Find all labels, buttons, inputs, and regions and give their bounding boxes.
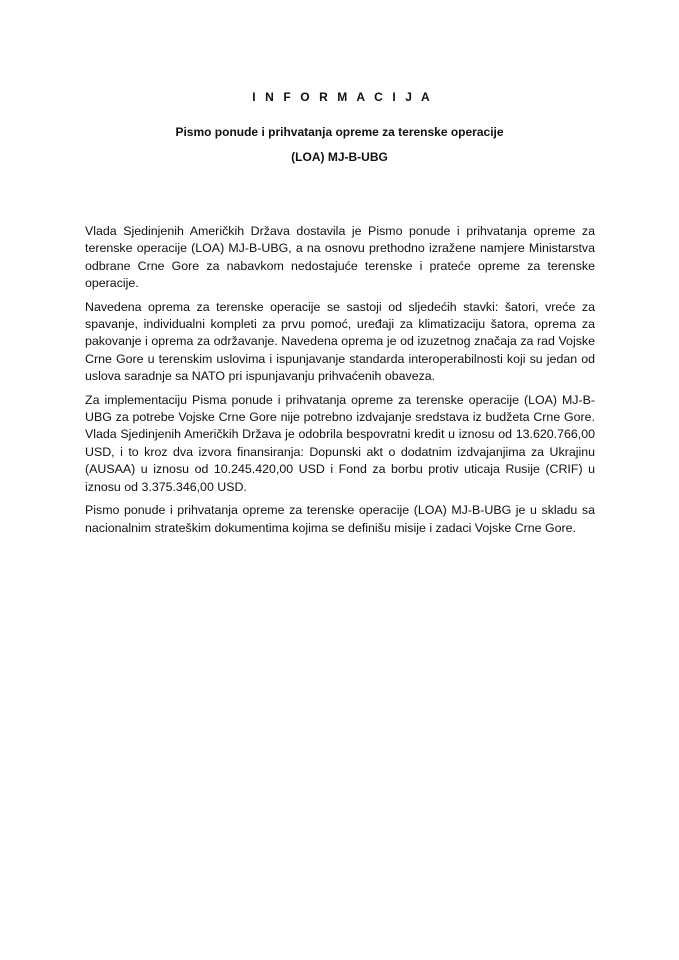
paragraph-financing: Za implementaciju Pisma ponude i prihvatanja opreme za terenske operacije (LOA) MJ-B-UBG za potrebe Vojske Crne Gore nije potrebno izdvajanje sredstava iz budžeta Crne Gore. Vlada Sjedinjenih Američkih Država je odobrila bespovratni kredit u iznosu od 13.620.766,00 USD, i to kroz dva izvora finansiranja: Dopunski akt o dodatnim izdvajanjima za Ukrajinu (AUSAA) u iznosu od 10.245.420,00 USD i Fond za borbu protiv uticaja Rusije (CRIF) u iznosu od 3.375.346,00 USD. [85,392,595,494]
paragraph-offer-submitted: Vlada Sjedinjenih Američkih Država dostavila je Pismo ponude i prihvatanja opreme za terenske operacije (LOA) MJ-B-UBG, a na osnovu prethodno izražene namjere Ministarstva odbrane Crne Gore za nabavkom nedostajuće terenske i prateće opreme za terenske operacije. [85,224,595,291]
paragraph-equipment-items: Navedena oprema za terenske operacije se sastoji od sljedećih stavki: šatori, vreće za spavanje, individualni kompleti za prvu pomoć, uređaji za klimatizaciju šatora, oprema za pakovanje i oprema za održavanje. Navedena oprema je od izuzetnog značaja za rad Vojske Crne Gore u terenskim uslovima i ispunjavanje standarda interoperabilnosti koji su jedan od uslova saradnje sa NATO pri ispunjavanju prihvaćenih obaveza. [85,299,595,384]
document-title: I N F O R M A C I J A [252,90,433,104]
document-body [85,223,595,543]
document-subtitle-line-1: Pismo ponude i prihvatanja opreme za terenske operacije [175,125,504,139]
paragraph-strategic-alignment: Pismo ponude i prihvatanja opreme za terenske operacije (LOA) MJ-B-UBG je u skladu sa nacionalnim strateškim dokumentima kojima se definišu misije i zadaci Vojske Crne Gore. [85,503,595,535]
document-subtitle-line-2: (LOA) MJ-B-UBG [291,150,388,164]
